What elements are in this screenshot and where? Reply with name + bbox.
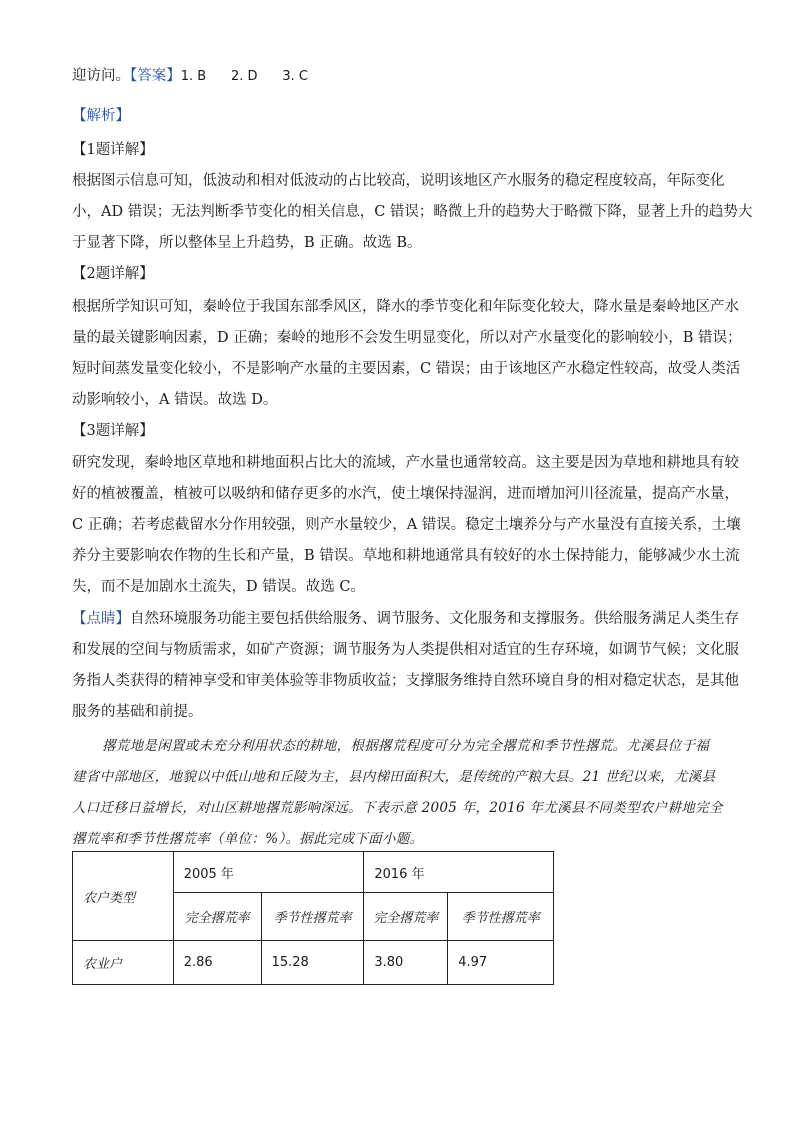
answer-line (72, 66, 308, 87)
table-cell-type: 农业户 (73, 941, 174, 985)
table-cell: 4.97 (448, 941, 554, 985)
table-cell: 15.28 (261, 941, 364, 985)
table-cell: 2.86 (173, 941, 261, 985)
q3-line: 好的植被覆盖，植被可以吸纳和储存更多的水汽，使土壤保持湿润，进而增加河川径流量，提高产水量， (72, 486, 739, 502)
passage-line: 建省中部地区，地貌以中低山地和丘陵为主，县内梯田面积大，是传统的产粮大县。21 世纪以来，尤溪县 (72, 769, 716, 785)
note-tag: 【点睛】 (72, 611, 130, 627)
q3-line: 失，而不是加剧水土流失，D 错误。故选 C。 (72, 579, 365, 595)
table-subheader: 季节性撂荒率 (261, 893, 364, 941)
q1-line: 于显著下降，所以整体呈上升趋势，B 正确。故选 B。 (72, 235, 422, 251)
q3-heading: 【3题详解】 (72, 423, 154, 439)
note-line: 服务的基础和前提。 (72, 704, 203, 720)
abandonment-table (72, 851, 554, 985)
answer-prefix: 迎访问。 (72, 68, 130, 84)
note-line (72, 609, 739, 629)
table-subheader: 完全撂荒率 (364, 893, 448, 941)
table-cell: 3.80 (364, 941, 448, 985)
passage-line: 撂荒率和季节性撂荒率（单位：%）。据此完成下面小题。 (72, 831, 424, 847)
table-header-year-2016: 2016 年 (364, 852, 554, 893)
note-line: 务指人类获得的精神享受和审美体验等非物质收益；支撑服务维持自然环境自身的相对稳定状态，是其他 (72, 673, 739, 689)
note-text: 自然环境服务功能主要包括供给服务、调节服务、文化服务和支撑服务。供给服务满足人类生存 (130, 611, 739, 627)
q3-line: 养分主要影响农作物的生长和产量，B 错误。草地和耕地通常具有较好的水土保持能力，能够减少水土流 (72, 548, 740, 564)
q2-line: 动影响较小，A 错误。故选 D。 (72, 392, 278, 408)
passage-line: 撂荒地是闲置或未充分利用状态的耕地，根据撂荒程度可分为完全撂荒和季节性撂荒。尤溪县位于福 (102, 738, 710, 754)
q2-line: 根据所学知识可知，秦岭位于我国东部季风区，降水的季节变化和年际变化较大，降水量是秦岭地区产水 (72, 299, 739, 315)
answer-tag: 【答案】 (130, 68, 181, 84)
table-subheader: 完全撂荒率 (173, 893, 261, 941)
q3-line: 研究发现，秦岭地区草地和耕地面积占比大的流域，产水量也通常较高。这主要是因为草地和耕地具有较 (72, 455, 739, 471)
note-line: 和发展的空间与物质需求，如矿产资源；调节服务为人类提供相对适宜的生存环境，如调节气候；文化服 (72, 642, 739, 658)
q2-line: 短时间蒸发量变化较小，不是影响产水量的主要因素，C 错误；由于该地区产水稳定性较高，故受人类活 (72, 361, 741, 377)
table-header-year-2005: 2005 年 (173, 852, 364, 893)
table-row (73, 941, 554, 985)
q3-line: C 正确；若考虑截留水分作用较强，则产水量较少，A 错误。稳定土壤养分与产水量没有直接关系，土壤 (72, 517, 741, 533)
q2-line: 量的最关键影响因素，D 正确；秦岭的地形不会发生明显变化，所以对产水量变化的影响较小，B 错误； (72, 330, 742, 346)
q1-heading: 【1题详解】 (72, 142, 154, 158)
table-header-household-type: 农户类型 (73, 852, 174, 941)
q1-line: 小，AD 错误；无法判断季节变化的相关信息，C 错误；略微上升的趋势大于略微下降，显著上升的趋势大 (72, 204, 753, 220)
passage-line: 人口迁移日益增长，对山区耕地撂荒影响深远。下表示意 2005 年，2016 年尤溪县不同类型农户耕地完全 (72, 800, 723, 816)
table-subheader: 季节性撂荒率 (448, 893, 554, 941)
q1-line: 根据图示信息可知，低波动和相对低波动的占比较高，说明该地区产水服务的稳定程度较高，年际变化 (72, 173, 725, 189)
answer-values: 1. B 2. D 3. C (180, 69, 308, 84)
q2-heading: 【2题详解】 (72, 266, 154, 282)
analysis-heading: 【解析】 (72, 108, 130, 124)
